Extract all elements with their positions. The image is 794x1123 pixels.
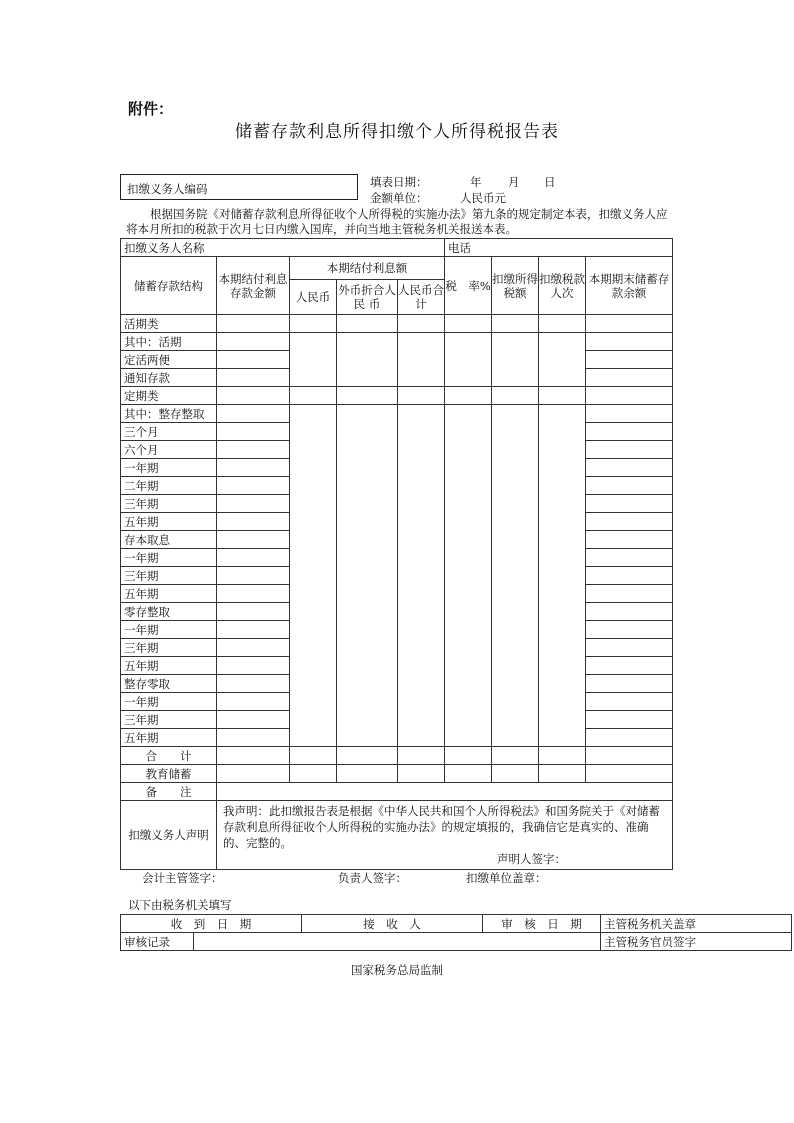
tax-authority-table — [120, 914, 792, 951]
ending-balance-cell[interactable] — [586, 531, 673, 549]
interest-paid-header: 本期结付利息额 — [290, 257, 445, 280]
data-cell[interactable] — [217, 747, 290, 765]
table-row — [121, 315, 673, 333]
ending-balance-cell[interactable] — [586, 567, 673, 585]
data-cell[interactable] — [539, 315, 586, 333]
settled-principal-cell[interactable] — [217, 711, 290, 729]
data-cell[interactable] — [290, 405, 337, 747]
row-label: 其中：整存整取 — [121, 405, 217, 423]
row-label: 一年期 — [121, 459, 217, 477]
ending-balance-cell[interactable] — [586, 693, 673, 711]
remarks-label: 备 注 — [121, 783, 217, 801]
ending-balance-header: 本期期末储蓄存款余额 — [586, 257, 673, 315]
ending-balance-cell[interactable] — [586, 729, 673, 747]
settled-principal-cell[interactable] — [217, 693, 290, 711]
responsible-sign-label: 负责人签字： — [338, 871, 407, 885]
data-cell[interactable] — [290, 333, 337, 387]
data-cell[interactable] — [217, 765, 290, 783]
data-cell[interactable] — [445, 747, 492, 765]
tax-section-title: 以下由税务机关填写 — [128, 898, 232, 912]
settled-principal-cell[interactable] — [217, 315, 290, 333]
settled-principal-cell[interactable] — [217, 441, 290, 459]
amount-unit-value: 人民币元 — [460, 191, 506, 205]
remarks-field[interactable] — [217, 783, 673, 801]
data-cell[interactable] — [539, 333, 586, 387]
accounting-sign-label: 会计主管签字： — [142, 871, 223, 885]
settled-principal-cell[interactable] — [217, 351, 290, 369]
data-cell[interactable] — [492, 387, 539, 405]
data-cell[interactable] — [445, 333, 492, 387]
authority-seal-label: 主管税务机关盖章 — [601, 915, 792, 933]
row-label: 通知存款 — [121, 369, 217, 387]
data-cell[interactable] — [290, 315, 337, 333]
data-cell[interactable] — [337, 315, 398, 333]
review-record-label: 审核记录 — [121, 933, 194, 951]
settled-principal-cell[interactable] — [217, 729, 290, 747]
data-cell[interactable] — [337, 333, 398, 387]
official-sign-label: 主管税务官员签字 — [601, 933, 792, 951]
settled-principal-cell[interactable] — [217, 657, 290, 675]
table-row — [121, 333, 673, 351]
row-label: 其中：活期 — [121, 333, 217, 351]
ending-balance-cell[interactable] — [586, 405, 673, 423]
structure-header: 储蓄存款结构 — [121, 257, 217, 315]
declaration-row — [121, 801, 673, 870]
row-label: 三年期 — [121, 711, 217, 729]
data-cell[interactable] — [539, 747, 586, 765]
settled-principal-cell[interactable] — [217, 567, 290, 585]
data-cell[interactable] — [398, 387, 445, 405]
report-table — [120, 238, 673, 870]
data-cell[interactable] — [290, 747, 337, 765]
table-row — [121, 405, 673, 423]
row-label: 一年期 — [121, 693, 217, 711]
data-cell[interactable] — [492, 405, 539, 747]
foreign-converted-header: 外币折合人 民 币 — [337, 280, 398, 315]
row-label: 三年期 — [121, 567, 217, 585]
total-row — [121, 747, 673, 765]
data-cell[interactable] — [539, 765, 586, 783]
ending-balance-cell[interactable] — [586, 423, 673, 441]
row-label: 整存零取 — [121, 675, 217, 693]
row-label: 三个月 — [121, 423, 217, 441]
row-label: 五年期 — [121, 657, 217, 675]
tax-withheld-header: 扣缴所得税额 — [492, 257, 539, 315]
unit-seal-label: 扣缴单位盖章： — [466, 871, 547, 885]
settled-principal-cell[interactable] — [217, 603, 290, 621]
settled-principal-cell[interactable] — [217, 477, 290, 495]
rmb-total-header: 人民币合 计 — [398, 280, 445, 315]
data-cell[interactable] — [586, 765, 673, 783]
data-cell[interactable] — [337, 387, 398, 405]
ending-balance-cell[interactable] — [586, 333, 673, 351]
data-cell[interactable] — [398, 405, 445, 747]
settled-principal-cell[interactable] — [217, 333, 290, 351]
data-cell[interactable] — [290, 765, 337, 783]
settled-principal-cell[interactable] — [217, 405, 290, 423]
data-cell[interactable] — [492, 333, 539, 387]
data-cell[interactable] — [445, 387, 492, 405]
row-label: 存本取息 — [121, 531, 217, 549]
ending-balance-cell[interactable] — [586, 495, 673, 513]
data-cell[interactable] — [539, 405, 586, 747]
fill-date-label: 填表日期： — [370, 175, 428, 189]
ending-balance-cell[interactable] — [586, 549, 673, 567]
ending-balance-cell[interactable] — [586, 369, 673, 387]
data-cell[interactable] — [398, 315, 445, 333]
ending-balance-cell[interactable] — [586, 657, 673, 675]
ending-balance-cell[interactable] — [586, 513, 673, 531]
row-label: 活期类 — [121, 315, 217, 333]
settled-principal-cell[interactable] — [217, 495, 290, 513]
phone-label: 电话 — [445, 239, 673, 257]
row-label: 定期类 — [121, 387, 217, 405]
data-cell[interactable] — [445, 405, 492, 747]
ending-balance-cell[interactable] — [586, 441, 673, 459]
data-cell[interactable] — [492, 747, 539, 765]
ending-balance-cell[interactable] — [586, 639, 673, 657]
receiver-label: 接 收 人 — [302, 915, 483, 933]
tax-rate-header: 税 率% — [445, 257, 492, 315]
received-date-label: 收 到 日 期 — [121, 915, 302, 933]
data-cell[interactable] — [445, 765, 492, 783]
withholder-name-label: 扣缴义务人名称 — [121, 239, 445, 257]
rmb-header: 人民币 — [290, 280, 337, 315]
education-row — [121, 765, 673, 783]
remarks-row — [121, 783, 673, 801]
data-cell[interactable] — [398, 333, 445, 387]
ending-balance-cell[interactable] — [586, 315, 673, 333]
data-cell[interactable] — [337, 765, 398, 783]
data-cell[interactable] — [492, 315, 539, 333]
times-withheld-header: 扣缴税款人次 — [539, 257, 586, 315]
settled-principal-cell[interactable] — [217, 675, 290, 693]
row-label: 一年期 — [121, 549, 217, 567]
ending-balance-cell[interactable] — [586, 459, 673, 477]
settled-principal-cell[interactable] — [217, 621, 290, 639]
declaration-label: 扣缴义务人声明 — [121, 801, 217, 870]
row-label: 一年期 — [121, 621, 217, 639]
ending-balance-cell[interactable] — [586, 585, 673, 603]
date-year: 年 — [470, 175, 482, 189]
data-cell[interactable] — [586, 747, 673, 765]
attachment-label: 附件： — [128, 100, 174, 118]
review-date-label: 审 核 日 期 — [483, 915, 601, 933]
settled-principal-cell[interactable] — [217, 387, 290, 405]
settled-principal-cell[interactable] — [217, 423, 290, 441]
row-label: 六个月 — [121, 441, 217, 459]
supervised-by: 国家税务总局监制 — [351, 963, 443, 977]
data-cell[interactable] — [398, 747, 445, 765]
total-row-label: 合 计 — [121, 747, 217, 765]
row-label: 二年期 — [121, 477, 217, 495]
row-label: 三年期 — [121, 495, 217, 513]
intro-paragraph: 根据国务院《对储蓄存款利息所得征收个人所得税的实施办法》第九条的规定制定本表，扣缴义务人应将本月所扣的税款于次月七日内缴入国库，并向当地主管税务机关报送本表。 — [126, 207, 668, 236]
education-row-label: 教育储蓄 — [121, 765, 217, 783]
settled-principal-header: 本期结付利息存款金额 — [217, 257, 290, 315]
row-label: 五年期 — [121, 513, 217, 531]
declaration-text: 我声明：此扣缴报告表是根据《中华人民共和国个人所得税法》和国务院关于《对储蓄存款利息所得征收个人所得税的实施办法》的规定填报的，我确信它是真实的、准确的、完整的。 — [223, 804, 660, 850]
settled-principal-cell[interactable] — [217, 459, 290, 477]
row-label: 定活两便 — [121, 351, 217, 369]
review-record-field[interactable] — [194, 933, 601, 951]
ending-balance-cell[interactable] — [586, 711, 673, 729]
data-cell[interactable] — [492, 765, 539, 783]
data-cell[interactable] — [337, 405, 398, 747]
settled-principal-cell[interactable] — [217, 639, 290, 657]
settled-principal-cell[interactable] — [217, 531, 290, 549]
ending-balance-cell[interactable] — [586, 603, 673, 621]
row-label: 五年期 — [121, 585, 217, 603]
row-label: 三年期 — [121, 639, 217, 657]
ending-balance-cell[interactable] — [586, 387, 673, 405]
row-label: 五年期 — [121, 729, 217, 747]
ending-balance-cell[interactable] — [586, 621, 673, 639]
ending-balance-cell[interactable] — [586, 675, 673, 693]
withholder-code-label: 扣缴义务人编码 — [127, 182, 208, 196]
date-month: 月 — [508, 175, 520, 189]
data-cell[interactable] — [290, 387, 337, 405]
row-label: 零存整取 — [121, 603, 217, 621]
form-title: 储蓄存款利息所得扣缴个人所得税报告表 — [235, 122, 559, 142]
settled-principal-cell[interactable] — [217, 585, 290, 603]
data-cell[interactable] — [539, 387, 586, 405]
settled-principal-cell[interactable] — [217, 369, 290, 387]
settled-principal-cell[interactable] — [217, 549, 290, 567]
declaration-cell — [217, 801, 673, 870]
data-cell[interactable] — [445, 315, 492, 333]
amount-unit-label: 金额单位： — [370, 191, 428, 205]
ending-balance-cell[interactable] — [586, 477, 673, 495]
settled-principal-cell[interactable] — [217, 513, 290, 531]
data-cell[interactable] — [398, 765, 445, 783]
date-day: 日 — [544, 175, 556, 189]
withholder-code-field[interactable] — [120, 174, 358, 200]
table-row — [121, 387, 673, 405]
ending-balance-cell[interactable] — [586, 351, 673, 369]
data-cell[interactable] — [337, 747, 398, 765]
declarant-signature-label: 声明人签字： — [497, 852, 567, 866]
